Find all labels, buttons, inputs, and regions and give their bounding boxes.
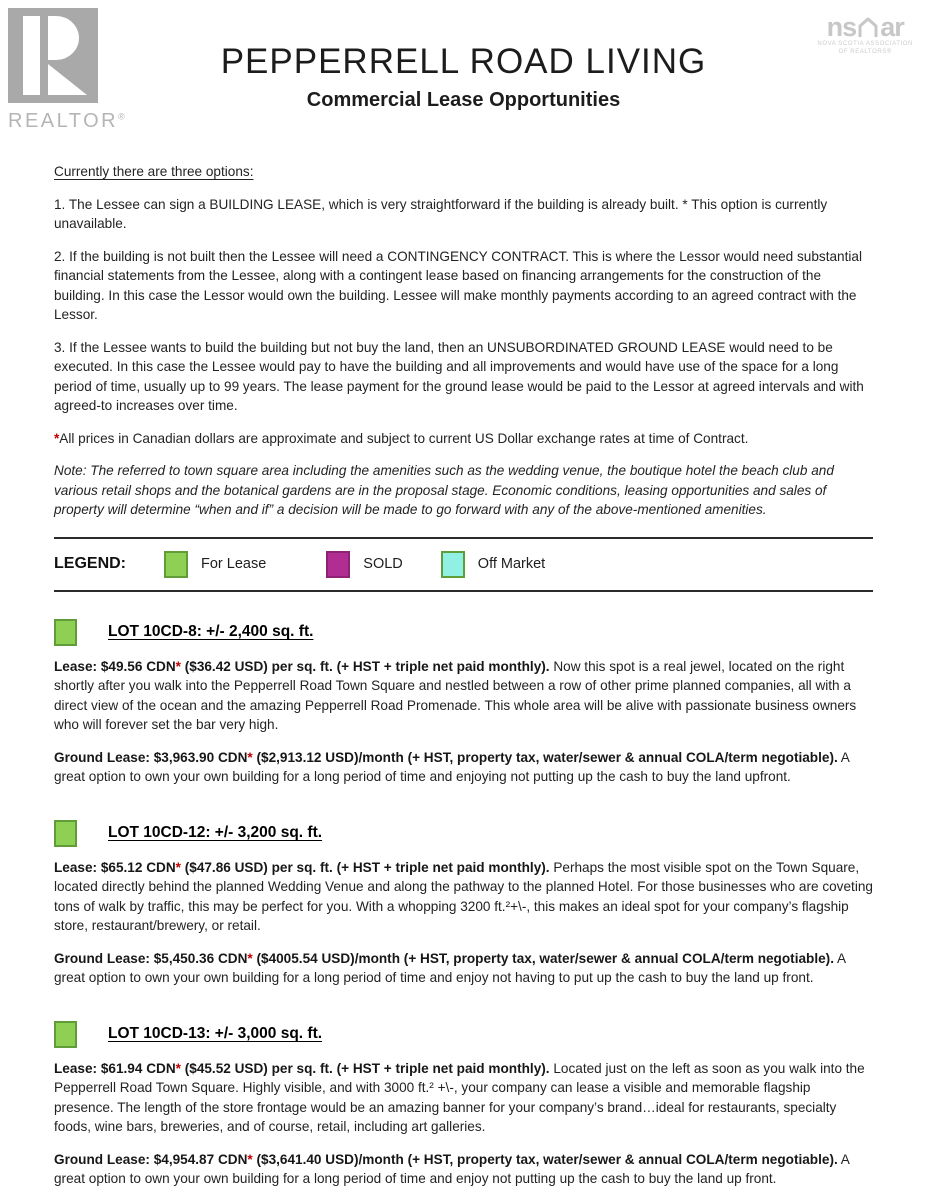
off-market-label: Off Market <box>477 556 546 572</box>
lease-lead-text: Lease: $61.94 CDN <box>54 1060 176 1076</box>
ground-body-text: A great option to own your own building for a long period of time and enjoy not having to put up the cash to buy the land up front. <box>54 950 846 985</box>
ground-lease-paragraph <box>54 949 873 988</box>
nsar-subtext <box>817 41 913 57</box>
red-asterisk: * <box>175 658 181 674</box>
red-asterisk: * <box>247 749 253 765</box>
realtor-r-icon <box>8 8 98 103</box>
legend-bar <box>54 537 873 592</box>
for-lease-swatch <box>164 551 188 578</box>
for-lease-label: For Lease <box>201 556 267 572</box>
legend-item-for-lease <box>164 551 266 578</box>
lot-heading-row <box>54 1021 873 1048</box>
lease-lead-text: Lease: $65.12 CDN <box>54 859 176 875</box>
off-market-swatch <box>441 551 465 578</box>
document-body <box>0 162 927 1189</box>
ground-lead-tail: ($3,641.40 USD)/month (+ HST, property tax, water/sewer & annual COLA/term negotiable). <box>252 1151 838 1167</box>
lot-section-10cd-12 <box>54 820 873 988</box>
realtor-wordmark <box>8 110 125 133</box>
lot-section-10cd-8 <box>54 619 873 787</box>
for-lease-marker-swatch <box>54 1021 77 1048</box>
realtor-word-text: REALTOR <box>8 110 119 132</box>
house-icon <box>857 16 879 38</box>
lease-paragraph <box>54 858 873 936</box>
lease-body-text: Now this spot is a real jewel, located on the right shortly after you walk into the Pepperrell Road Town Square and nestled between a row of other prime planned companies, all with a direct view of the ocean and the amazing Pepperrell Road Promenade. This whole area will be alive with passionate business owners who will forever set the bar very high. <box>54 658 857 732</box>
lot-title: LOT 10CD-13: +/- 3,000 sq. ft. <box>108 1025 323 1042</box>
page-title: PEPPERRELL ROAD LIVING <box>220 42 707 81</box>
sold-swatch <box>326 551 350 578</box>
ground-lead-text: Ground Lease: $5,450.36 CDN <box>54 950 248 966</box>
lease-body-text: Located just on the left as soon as you walk into the Pepperrell Road Town Square. Highly visible, and with 3000 ft.² +\-, your company can lease a visible and memorable flagship presence. The length of the store frontage would be an amazing banner for your company’s brand…ideal for restaurants, specialty foods, wine bars, breweries, and of course, retail, including art galleries. <box>54 1060 865 1134</box>
lease-lead-tail: ($47.86 USD) per sq. ft. (+ HST + triple net paid monthly). <box>180 859 550 875</box>
ground-lease-paragraph <box>54 748 873 787</box>
lease-paragraph <box>54 657 873 735</box>
ground-body-text: A great option to own your own building for a long period of time and enjoy not putting up the cash to buy the land up front. <box>54 1151 850 1186</box>
sold-label: SOLD <box>363 556 403 572</box>
note-paragraph: Note: The referred to town square area including the amenities such as the wedding venue, the boutique hotel the beach club and various retail shops and the botanical gardens are in the proposal stage. Economic conditions, leasing opportunities and sales of property will determine “when and if” a decision will be made to go forward with any of the above-mentioned amenities. <box>54 463 834 517</box>
price-note-text: All prices in Canadian dollars are approximate and subject to current US Dollar exchange rates at time of Contract. <box>59 430 749 446</box>
red-asterisk: * <box>247 950 253 966</box>
price-note-paragraph <box>54 429 873 449</box>
lot-section-10cd-13 <box>54 1021 873 1189</box>
for-lease-marker-swatch <box>54 820 77 847</box>
title-block <box>0 0 927 112</box>
legend-label: LEGEND: <box>54 555 126 572</box>
nsar-letters-left: ns <box>826 12 857 43</box>
for-lease-marker-swatch <box>54 619 77 646</box>
lease-lead-tail: ($36.42 USD) per sq. ft. (+ HST + triple net paid monthly). <box>180 658 550 674</box>
nsar-subtext-line2: OF REALTORS® <box>838 48 892 55</box>
ground-lead-text: Ground Lease: $4,954.87 CDN <box>54 1151 248 1167</box>
lot-title: LOT 10CD-12: +/- 3,200 sq. ft. <box>108 824 323 841</box>
nsar-wordmark <box>817 12 913 43</box>
red-asterisk: * <box>54 430 60 446</box>
ground-body-text: A great option to own your own building for a long period of time and enjoying not putting up the cash to buy the land upfront. <box>54 749 850 784</box>
red-asterisk: * <box>175 859 181 875</box>
ground-lease-paragraph <box>54 1150 873 1189</box>
option-2-paragraph: 2. If the building is not built then the Lessee will need a CONTINGENCY CONTRACT. This is where the Lessor would need substantial financial statements from the Lessee, along with a contingent lease based on financing arrangements for the construction of the building. In this case the Lessor would own the building. Lessee will make monthly payments according to an agreed contract with the Lessor. <box>54 248 862 322</box>
legend-item-off-market <box>441 551 545 578</box>
registered-mark: ® <box>118 111 125 122</box>
option-1-paragraph: 1. The Lessee can sign a BUILDING LEASE, which is very straightforward if the building is already built. * This option is currently unavailable. <box>54 196 828 231</box>
realtor-logo <box>8 8 125 133</box>
lease-lead-text: Lease: $49.56 CDN <box>54 658 176 674</box>
lot-title: LOT 10CD-8: +/- 2,400 sq. ft. <box>108 623 314 640</box>
lot-heading-row <box>54 820 873 847</box>
page-subtitle: Commercial Lease Opportunities <box>306 89 621 111</box>
lease-body-text: Perhaps the most visible spot on the Town Square, located directly behind the planned Wedding Venue and along the pathway to the planned Hotel. For those businesses who are coveting tons of walk by traffic, this may be perfect for you. With a whopping 3200 ft.²+\-, this makes an ideal spot for your company’s flagship store, restaurant/brewery, or retail. <box>54 859 873 933</box>
ground-lead-tail: ($4005.54 USD)/month (+ HST, property tax, water/sewer & annual COLA/term negotiable). <box>252 950 834 966</box>
red-asterisk: * <box>175 1060 181 1076</box>
legend-item-sold <box>326 551 403 578</box>
red-asterisk: * <box>247 1151 253 1167</box>
ground-lead-tail: ($2,913.12 USD)/month (+ HST, property tax, water/sewer & annual COLA/term negotiable). <box>252 749 838 765</box>
lease-lead-tail: ($45.52 USD) per sq. ft. (+ HST + triple net paid monthly). <box>180 1060 550 1076</box>
page-header <box>0 0 927 162</box>
lease-paragraph <box>54 1059 873 1137</box>
option-3-paragraph: 3. If the Lessee wants to build the building but not buy the land, then an UNSUBORDINATED GROUND LEASE would need to be executed. In this case the Lessee would pay to have the building and all improvements and would have use of the space for a long period of time, usually up to 99 years. The lease payment for the ground lease would be paid to the Lessor at agreed intervals and with agreed-to increases over time. <box>54 339 864 413</box>
nsar-letters-right: ar <box>880 12 904 43</box>
ground-lead-text: Ground Lease: $3,963.90 CDN <box>54 749 248 765</box>
intro-heading: Currently there are three options: <box>54 164 254 179</box>
nsar-logo <box>817 12 913 57</box>
nsar-subtext-line1: NOVA SCOTIA ASSOCIATION <box>817 41 913 47</box>
lot-heading-row <box>54 619 873 646</box>
